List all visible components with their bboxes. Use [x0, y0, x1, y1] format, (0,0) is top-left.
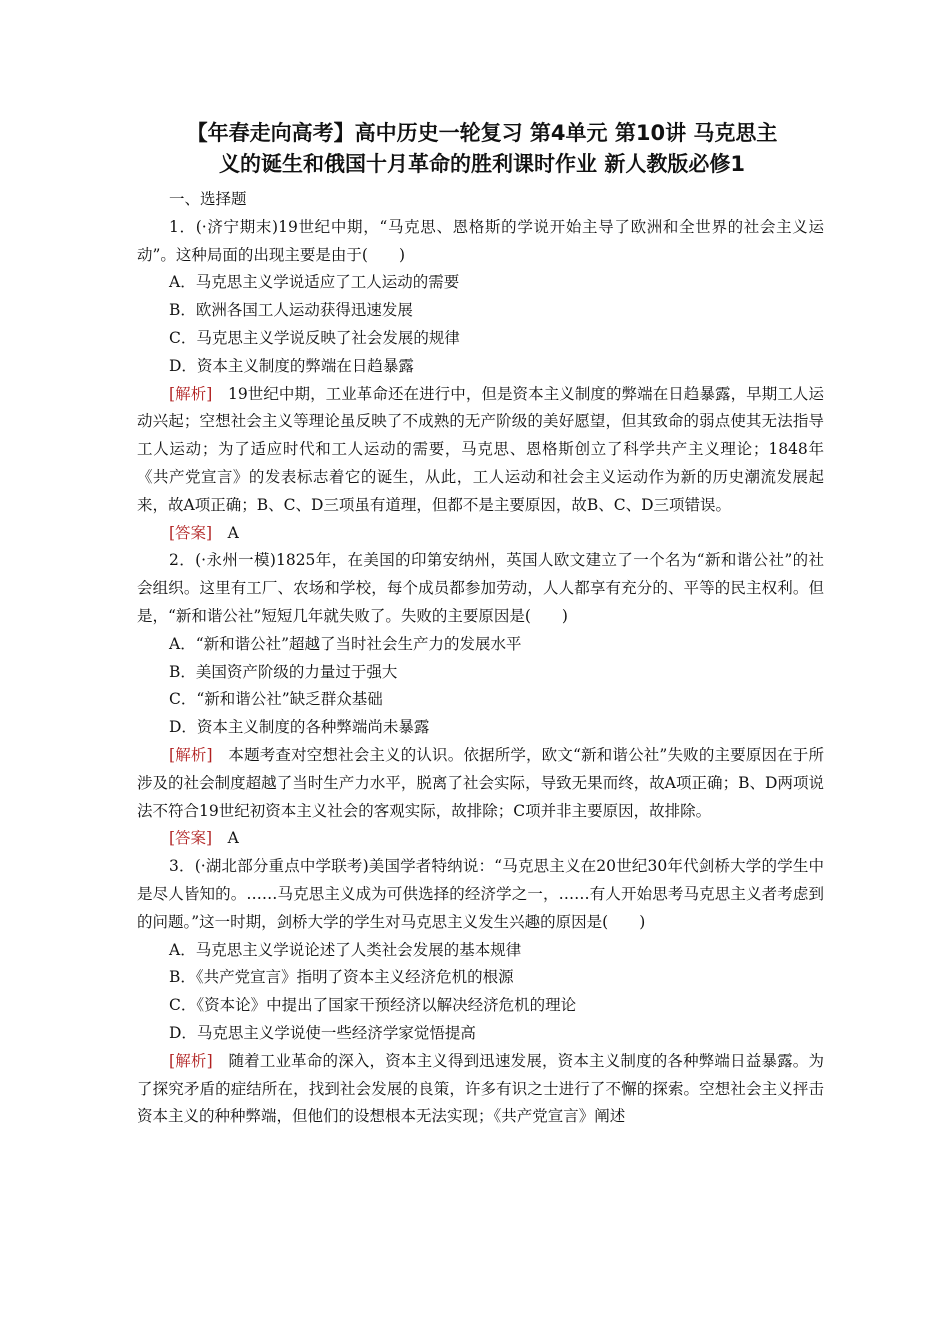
option-b: B．美国资产阶级的力量过于强大 [169, 662, 398, 681]
question-stem: 1．(·济宁期末)19世纪中期，“马克思、恩格斯的学说开始主导了欧洲和全世界的社会主义运动”。这种局面的出现主要是由于( ) [137, 217, 824, 264]
analysis [137, 1048, 824, 1131]
option-c: C．马克思主义学说反映了社会发展的规律 [169, 328, 460, 347]
option-a: A．马克思主义学说适应了工人运动的需要 [169, 273, 460, 292]
option-c: C．“新和谐公社”缺乏群众基础 [169, 690, 383, 709]
section-heading: 一、选择题 [169, 190, 247, 208]
analysis-text: 本题考查对空想社会主义的认识。依据所学，欧文“新和谐公社”失败的主要原因在于所涉及的社会制度超越了当时生产力水平，脱离了社会实际，导致无果而终，故A项正确；B、D两项说法不符合19世纪初资本主义社会的客观实际，故排除；C项并非主要原因，故排除。 [137, 745, 824, 820]
analysis-text: 19世纪中期，工业革命还在进行中，但是资本主义制度的弊端在日趋暴露，早期工人运动兴起；空想社会主义等理论虽反映了不成熟的无产阶级的美好愿望，但其致命的弱点使其无法指导工人运动；为了适应时代和工人运动的需要，马克思、恩格斯创立了科学共产主义理论；1848年《共产党宣言》的发表标志着它的诞生，从此，工人运动和社会主义运动作为新的历史潮流发展起来，故A项正确；B、C、D三项虽有道理，但都不是主要原因，故B、C、D三项错误。 [137, 384, 824, 514]
analysis-tag: [解析] [169, 745, 213, 764]
question-stem: 2．(·永州一模)1825年，在美国的印第安纳州，英国人欧文建立了一个名为“新和谐公社”的社会组织。这里有工厂、农场和学校，每个成员都参加劳动，人人都享有充分的、平等的民主权利。但是，“新和谐公社”短短几年就失败了。失败的主要原因是( ) [137, 551, 824, 625]
answer-value: A [227, 829, 239, 848]
option-d: D．资本主义制度的各种弊端尚未暴露 [169, 718, 430, 737]
question-2 [137, 547, 824, 853]
analysis-text: 随着工业革命的深入，资本主义得到迅速发展，资本主义制度的各种弊端日益暴露。为了探究矛盾的症结所在，找到社会发展的良策，许多有识之士进行了不懈的探索。空想社会主义抨击资本主义的种种弊端，但他们的设想根本无法实现；《共产党宣言》阐述 [137, 1051, 824, 1126]
question-3 [137, 853, 824, 1131]
option-b: B．《共产党宣言》指明了资本主义经济危机的根源 [169, 968, 514, 987]
answer [137, 825, 824, 853]
document-body [137, 186, 824, 1131]
option-a: A．“新和谐公社”超越了当时社会生产力的发展水平 [169, 634, 522, 653]
answer-tag: [答案] [169, 523, 213, 542]
question-1 [137, 214, 824, 548]
analysis-tag: [解析] [169, 384, 213, 403]
option-c: C．《资本论》中提出了国家干预经济以解决经济危机的理论 [169, 996, 577, 1015]
option-d: D．资本主义制度的弊端在日趋暴露 [169, 356, 414, 375]
answer-value: A [227, 523, 239, 542]
option-a: A．马克思主义学说论述了人类社会发展的基本规律 [169, 940, 522, 959]
document-title [137, 118, 827, 180]
answer-tag: [答案] [169, 829, 213, 848]
question-stem: 3．(·湖北部分重点中学联考)美国学者特纳说：“马克思主义在20世纪30年代剑桥大学的学生中是尽人皆知的。……马克思主义成为可供选择的经济学之一，……有人开始思考马克思主义者考虑到的问题。”这一时期，剑桥大学的学生对马克思主义发生兴趣的原因是( ) [137, 857, 824, 931]
analysis [137, 381, 824, 520]
analysis-tag: [解析] [169, 1051, 213, 1070]
option-d: D．马克思主义学说使一些经济学家觉悟提高 [169, 1023, 476, 1042]
answer [137, 520, 824, 548]
option-b: B．欧洲各国工人运动获得迅速发展 [169, 301, 413, 320]
title-line-1: 【年春走向高考】高中历史一轮复习 第4单元 第10讲 马克思主 [186, 121, 778, 145]
title-line-2: 义的诞生和俄国十月革命的胜利课时作业 新人教版必修1 [219, 152, 745, 176]
analysis [137, 742, 824, 825]
